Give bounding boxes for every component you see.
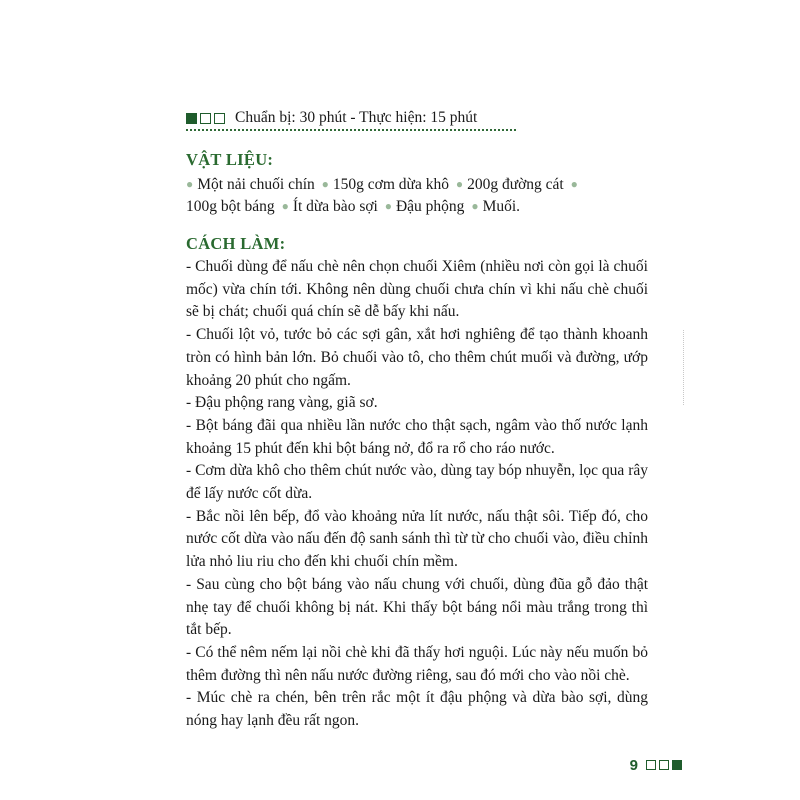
empty-square-icon bbox=[214, 113, 225, 124]
bullet-dot-icon: ● bbox=[381, 199, 392, 213]
method-step: - Bột báng đãi qua nhiều lần nước cho thật sạch, ngâm vào thố nước lạnh khoảng 15 phút đến khi bột báng nở, đổ ra rổ cho ráo nước. bbox=[186, 416, 648, 457]
decorative-squares-icon bbox=[646, 760, 682, 770]
empty-square-icon bbox=[659, 760, 669, 770]
filled-square-icon bbox=[672, 760, 682, 770]
page-footer bbox=[630, 756, 682, 774]
filled-square-icon bbox=[186, 113, 197, 124]
bullet-dot-icon: ● bbox=[278, 199, 289, 213]
method-step: - Đậu phộng rang vàng, giã sơ. bbox=[186, 394, 378, 412]
method-title: CÁCH LÀM: bbox=[186, 234, 286, 253]
material-item: Muối. bbox=[482, 198, 521, 215]
method-step: - Múc chè ra chén, bên trên rắc một ít đậu phộng và dừa bào sợi, dùng nóng hay lạnh đều rất ngon. bbox=[186, 689, 648, 730]
method-step: - Chuối dùng để nấu chè nên chọn chuối Xiêm (nhiều nơi còn gọi là chuối mốc) vừa chín tới. Không nên dùng chuối chưa chín vì khi nấu chè chuối sẽ bị chát; chuối quá chín sẽ dễ bấy khi nấu. bbox=[186, 258, 648, 321]
prep-time-text: Chuẩn bị: 30 phút - Thực hiện: 15 phút bbox=[235, 109, 478, 126]
method-step: - Bắc nồi lên bếp, đổ vào khoảng nửa lít nước, nấu thật sôi. Tiếp đó, cho nước cốt dừa vào nấu đến độ sanh sánh thì từ từ cho chuối vào, điều chỉnh lửa nhỏ liu riu cho đến khi chuối chín mềm. bbox=[186, 507, 648, 571]
bullet-dot-icon: ● bbox=[452, 177, 464, 191]
decorative-squares-icon bbox=[186, 113, 225, 124]
materials-title: VẬT LIỆU: bbox=[186, 150, 274, 169]
page-edge-mark bbox=[683, 330, 686, 405]
material-item: Ít dừa bào sợi bbox=[292, 198, 378, 215]
bullet-dot-icon: ● bbox=[567, 177, 578, 191]
bullet-dot-icon: ● bbox=[468, 199, 479, 213]
empty-square-icon bbox=[200, 113, 211, 124]
method-steps bbox=[186, 256, 648, 733]
dotted-divider bbox=[186, 129, 516, 131]
method-step: - Sau cùng cho bột báng vào nấu chung với chuối, dùng đũa gỗ đảo thật nhẹ tay để chuối không bị nát. Khi thấy bột báng nổi màu trắng trong thì tắt bếp. bbox=[186, 575, 648, 639]
prep-time-header bbox=[186, 108, 516, 128]
material-item: Đậu phộng bbox=[395, 198, 465, 215]
bullet-dot-icon: ● bbox=[318, 177, 329, 191]
page-number: 9 bbox=[629, 756, 638, 774]
empty-square-icon bbox=[646, 760, 656, 770]
material-item: 100g bột báng bbox=[186, 198, 275, 215]
material-item: 200g đường cát bbox=[467, 176, 564, 193]
materials-list bbox=[186, 174, 646, 218]
method-step: - Chuối lột vỏ, tước bỏ các sợi gân, xắt hơi nghiêng để tạo thành khoanh tròn có hình bản lớn. Bỏ chuối vào tô, cho thêm chút muối và đường, ướp khoảng 20 phút cho ngấm. bbox=[186, 326, 648, 389]
method-step: - Cơm dừa khô cho thêm chút nước vào, dùng tay bóp nhuyễn, lọc qua rây để lấy nước cốt dừa. bbox=[186, 462, 648, 503]
material-item: Một nải chuối chín bbox=[197, 176, 315, 193]
material-item: 150g cơm dừa khô bbox=[332, 176, 449, 193]
method-step: - Có thể nêm nếm lại nồi chè khi đã thấy hơi nguội. Lúc này nếu muốn bỏ thêm đường thì nên nấu nước đường riêng, sau đó mới cho vào nồi chè. bbox=[186, 643, 648, 684]
bullet-dot-icon: ● bbox=[186, 177, 194, 191]
